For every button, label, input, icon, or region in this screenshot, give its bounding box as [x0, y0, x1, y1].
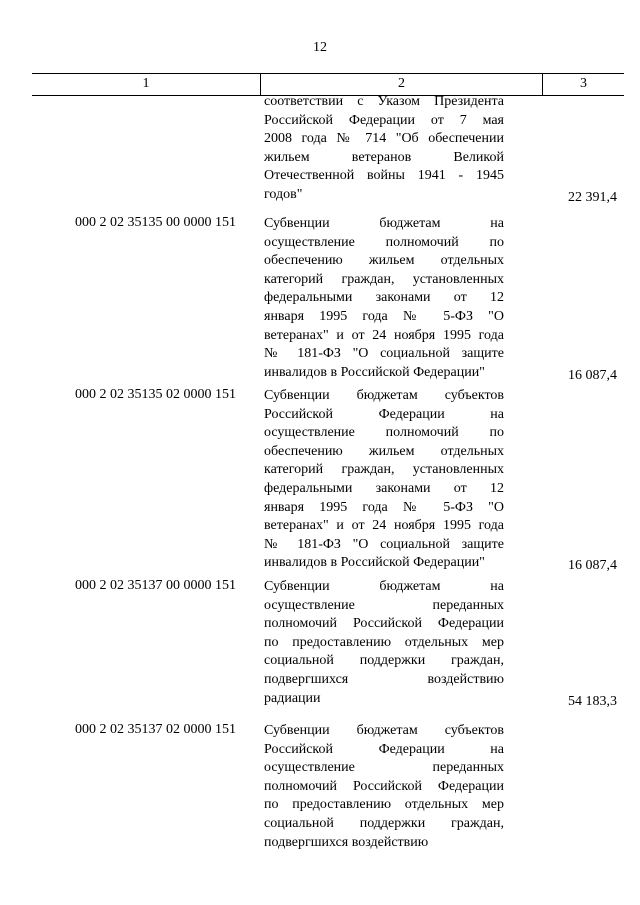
- description-line: социальной поддержки граждан,: [264, 653, 504, 669]
- description-line: осуществление переданных: [264, 597, 504, 613]
- amount: 22 391,4: [568, 190, 617, 205]
- description-line: № 181-ФЗ "О социальной защите: [264, 536, 504, 552]
- row-description: [264, 578, 504, 708]
- header-col-2: 2: [398, 76, 405, 91]
- description-line: 2008 года № 714 "Об обеспечении: [264, 131, 504, 147]
- description-line: полномочий Российской Федерации: [264, 778, 504, 794]
- description-line: осуществление переданных: [264, 760, 504, 776]
- header-col-3: 3: [580, 76, 587, 91]
- description-line: инвалидов в Российской Федерации": [264, 555, 485, 571]
- description-line: по предоставлению отдельных мер: [264, 634, 504, 650]
- header-col-1: 1: [142, 76, 150, 91]
- description-line: федеральными законами от 12: [264, 480, 504, 496]
- budget-code: 000 2 02 35137 00 0000 151: [75, 578, 236, 593]
- description-line: категорий граждан, установленных: [264, 462, 504, 478]
- amount: 54 183,3: [568, 693, 617, 709]
- description-line: обеспечению жильем отдельных: [264, 253, 504, 269]
- description-line: января 1995 года № 5-ФЗ "О: [264, 499, 504, 515]
- description-line: годов": [264, 186, 303, 202]
- description-line: Российской Федерации на: [264, 406, 504, 422]
- description-line: Российской Федерации на: [264, 741, 504, 757]
- row-description: [264, 387, 504, 573]
- description-line: жильем ветеранов Великой: [264, 149, 504, 165]
- description-line: федеральными законами от 12: [264, 290, 504, 306]
- description-line: Российской Федерации от 7 мая: [264, 112, 504, 128]
- description-line: Субвенции бюджетам на: [264, 579, 504, 594]
- row-description: [264, 215, 504, 382]
- description-line: обеспечению жильем отдельных: [264, 443, 504, 459]
- description-line: социальной поддержки граждан,: [264, 815, 504, 831]
- budget-code: 000 2 02 35135 00 0000 151: [75, 215, 236, 230]
- description-line: радиации: [264, 690, 321, 706]
- description-line: ветеранах" и от 24 ноября 1995 года: [264, 327, 504, 343]
- description-line: № 181-ФЗ "О социальной защите: [264, 346, 504, 362]
- description-line: инвалидов в Российской Федерации": [264, 364, 485, 380]
- description-line: подвергшихся воздействию: [264, 834, 429, 850]
- page-number: 12: [313, 40, 327, 55]
- description-line: осуществление полномочий по: [264, 234, 504, 250]
- description-line: полномочий Российской Федерации: [264, 616, 504, 632]
- description-line: ветеранах" и от 24 ноября 1995 года: [264, 518, 504, 534]
- description-line: по предоставлению отдельных мер: [264, 797, 504, 813]
- amount: 16 087,4: [568, 367, 617, 383]
- row-description: [264, 93, 504, 205]
- budget-code: 000 2 02 35137 02 0000 151: [75, 722, 236, 737]
- description-line: осуществление полномочий по: [264, 425, 504, 441]
- amount: 16 087,4: [568, 558, 617, 574]
- description-line: Отечественной войны 1941 - 1945: [264, 168, 504, 184]
- budget-code: 000 2 02 35135 02 0000 151: [75, 387, 236, 402]
- row-description: [264, 722, 504, 852]
- description-line: категорий граждан, установленных: [264, 271, 504, 287]
- description-line: Субвенции бюджетам на: [264, 216, 504, 231]
- description-line: подвергшихся воздействию: [264, 671, 504, 687]
- description-line: Субвенции бюджетам субъектов: [264, 723, 504, 738]
- description-line: Субвенции бюджетам субъектов: [264, 388, 504, 403]
- description-line: января 1995 года № 5-ФЗ "О: [264, 308, 504, 324]
- description-line: соответствии с Указом Президента: [264, 94, 504, 109]
